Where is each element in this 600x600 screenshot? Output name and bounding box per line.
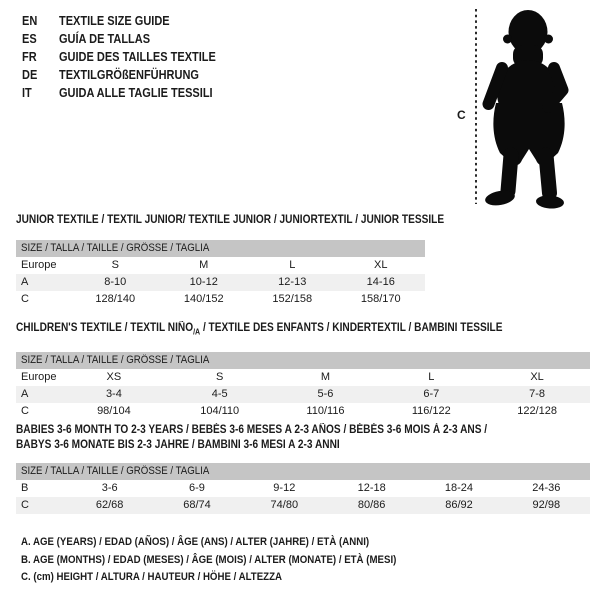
babies-textile-table	[16, 423, 590, 514]
table-cell: 104/110	[200, 405, 240, 418]
table-cell: 7-8	[529, 388, 546, 401]
title-post: / TEXTILE DES ENFANTS / KINDERTEXTIL / BAMBINI TESSILE	[200, 322, 503, 334]
childrens-textile-table	[16, 321, 590, 420]
table-row	[16, 480, 590, 497]
legend-notes	[21, 534, 448, 587]
language-code	[22, 50, 59, 64]
language-row	[22, 30, 237, 48]
baby-silhouette-shape	[484, 10, 565, 209]
size-header-text: SIZE / TALLA / TAILLE / GRÖSSE / TAGLIA	[21, 242, 210, 254]
table-cell: 3-4	[105, 388, 122, 401]
junior-textile-table	[16, 213, 445, 308]
table-cell: XL	[374, 259, 388, 271]
row-label: C	[21, 499, 29, 511]
table-cell: 62/68	[95, 499, 124, 511]
table-cell: 12-13	[278, 276, 307, 288]
language-row	[22, 12, 237, 30]
table-cell: S	[111, 259, 119, 271]
language-title: GUIDA ALLE TAGLIE TESSILI	[59, 86, 213, 100]
table-cell: XL	[530, 371, 544, 384]
note-line	[21, 569, 448, 587]
table-cell: 18-24	[444, 482, 474, 494]
language-code-text: ES	[22, 32, 37, 46]
language-title: GUÍA DE TALLAS	[59, 32, 151, 46]
size-header-bar	[16, 240, 425, 257]
table-cell: 6-7	[423, 388, 440, 401]
table-title	[16, 423, 590, 453]
table-cell: XS	[106, 371, 122, 384]
table-cell: 158/170	[360, 293, 401, 305]
note-text: C. (cm) HEIGHT / ALTURA / HAUTEUR / HÖHE / ALTEZZA	[21, 571, 283, 583]
row-label: B	[21, 482, 29, 494]
table-cell: 80/86	[357, 499, 386, 511]
note-text: A. AGE (YEARS) / EDAD (AÑOS) / ÂGE (ANS) / ALTER (JAHRE) / ETÀ (ANNI)	[21, 536, 370, 548]
figure-height-label: C	[457, 108, 466, 122]
language-row	[22, 48, 237, 66]
toddler-silhouette-figure	[450, 5, 590, 210]
size-header-text: SIZE / TALLA / TAILLE / GRÖSSE / TAGLIA	[21, 465, 210, 477]
size-header-text: SIZE / TALLA / TAILLE / GRÖSSE / TAGLIA	[21, 354, 210, 367]
table-cell: 98/104	[97, 405, 131, 418]
table-cell: 110/116	[306, 405, 345, 418]
row-label: Europe	[21, 259, 57, 271]
table-row	[16, 274, 425, 291]
row-label: Europe	[21, 371, 57, 384]
table-title-text	[16, 321, 502, 339]
table-cell: 152/158	[272, 293, 313, 305]
row-label: A	[21, 276, 29, 288]
size-header-bar	[16, 463, 590, 480]
language-code-text: EN	[22, 14, 38, 28]
row-label: C	[21, 405, 29, 418]
language-title: GUIDE DES TAILLES TEXTILE	[59, 50, 216, 64]
table-title	[16, 321, 590, 339]
language-code-text: FR	[22, 50, 37, 64]
table-row	[16, 291, 425, 308]
table-cell: L	[289, 259, 296, 271]
table-cell: 24-36	[532, 482, 561, 494]
table-cell: 4-5	[211, 388, 228, 401]
note-line	[21, 552, 448, 570]
table-title-line1: BABIES 3-6 MONTH TO 2-3 YEARS / BEBÉS 3-6 MESES A 2-3 AÑOS / BÉBÉS 3-6 MOIS À 2-3 ANS /	[16, 424, 488, 436]
language-code	[22, 86, 59, 100]
table-cell: 10-12	[189, 276, 218, 288]
title-pre: CHILDREN'S TEXTILE / TEXTIL NIÑO	[16, 322, 194, 334]
table-row	[16, 403, 590, 420]
table-cell: 128/140	[95, 293, 136, 305]
size-header-bar	[16, 352, 590, 369]
table-title	[16, 213, 445, 227]
table-row	[16, 497, 590, 514]
title-subscript: /A	[193, 327, 201, 337]
table-cell: 92/98	[532, 499, 561, 511]
table-row	[16, 257, 425, 274]
language-title: TEXTILGRÖßENFÜHRUNG	[59, 68, 199, 82]
table-cell: L	[428, 371, 435, 384]
language-code-text: DE	[22, 68, 38, 82]
table-title-text: JUNIOR TEXTILE / TEXTIL JUNIOR/ TEXTILE JUNIOR / JUNIORTEXTIL / JUNIOR TESSILE	[16, 214, 445, 226]
table-cell: M	[199, 259, 209, 271]
table-cell: 3-6	[101, 482, 118, 494]
table-title-line2: BABYS 3-6 MONATE BIS 2-3 JAHRE / BAMBINI 3-6 MESI A 2-3 ANNI	[16, 439, 340, 451]
table-cell: 8-10	[104, 276, 127, 288]
language-code	[22, 68, 59, 82]
table-cell: 116/122	[411, 405, 451, 418]
language-code	[22, 32, 59, 46]
note-text: B. AGE (MONTHS) / EDAD (MESES) / ÂGE (MOIS) / ALTER (MONATE) / ETÀ (MESI)	[21, 553, 397, 566]
table-cell: 140/152	[183, 293, 224, 305]
language-code	[22, 14, 59, 28]
language-row	[22, 66, 237, 84]
language-code-text: IT	[22, 86, 32, 100]
table-cell: 12-18	[357, 482, 386, 494]
table-cell: 122/128	[517, 405, 557, 418]
table-cell: 14-16	[366, 276, 395, 288]
language-title: TEXTILE SIZE GUIDE	[59, 14, 170, 28]
table-row	[16, 369, 590, 386]
row-label: A	[21, 388, 29, 401]
row-label: C	[21, 293, 29, 305]
note-line	[21, 534, 448, 552]
table-cell: 5-6	[317, 388, 334, 401]
table-cell: S	[216, 371, 224, 384]
language-row	[22, 84, 237, 102]
language-list	[22, 12, 237, 102]
table-cell: 6-9	[189, 482, 205, 494]
table-row	[16, 386, 590, 403]
table-cell: 9-12	[273, 482, 296, 494]
table-cell: 68/74	[183, 499, 211, 511]
table-cell: 86/92	[445, 499, 473, 511]
table-cell: M	[320, 371, 331, 384]
table-cell: 74/80	[270, 499, 299, 511]
